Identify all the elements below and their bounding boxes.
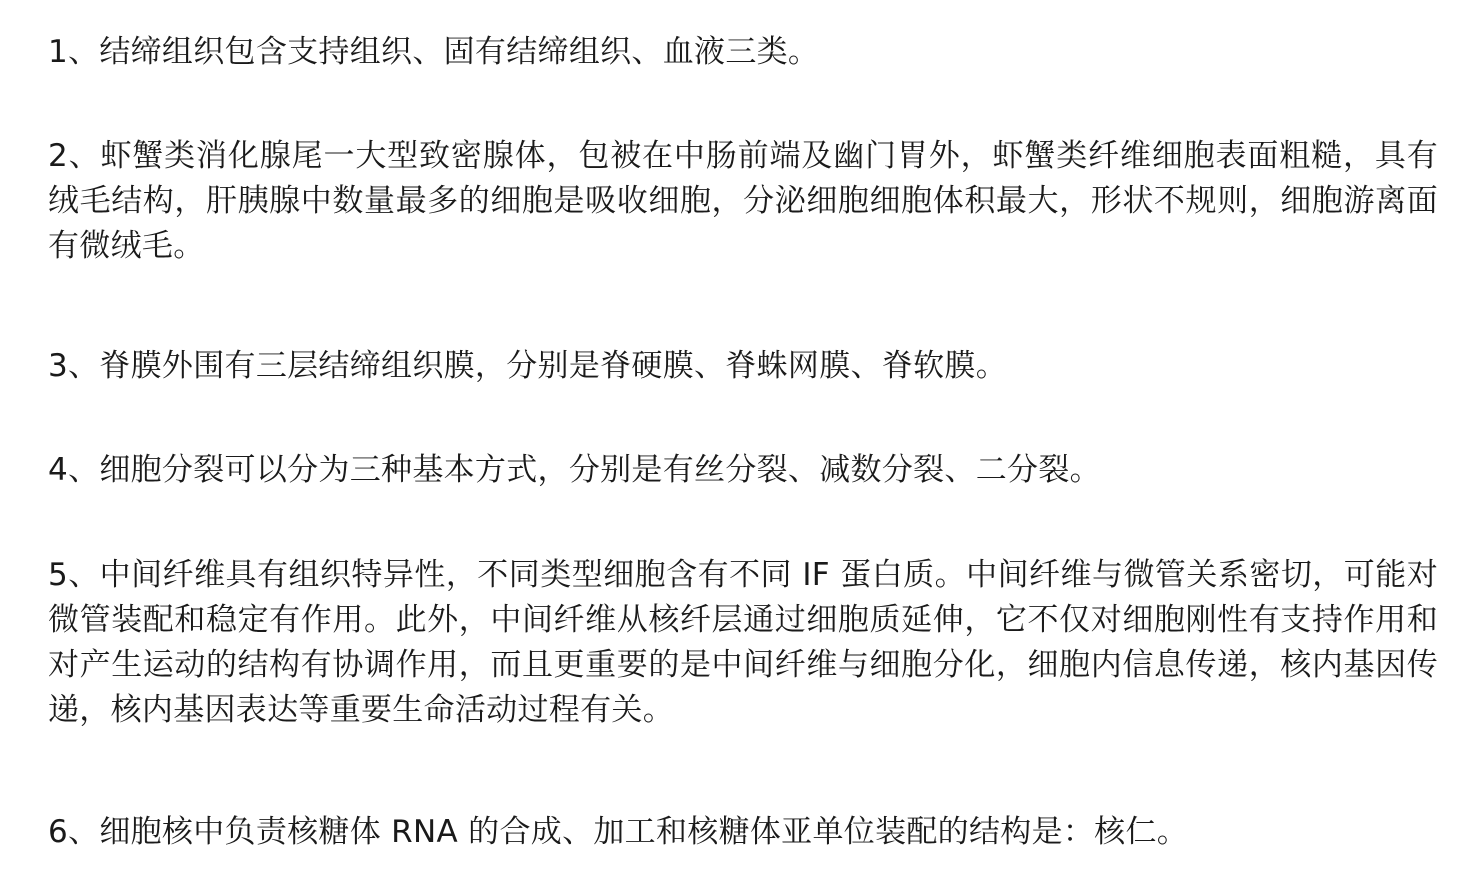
- paragraph-1: 1、结缔组织包含支持组织、固有结缔组织、血液三类。: [48, 34, 820, 70]
- paragraph-6: 6、细胞核中负责核糖体 RNA 的合成、加工和核糖体亚单位装配的结构是：核仁。: [48, 814, 1189, 850]
- paragraph-5: 5、中间纤维具有组织特异性，不同类型细胞含有不同 IF 蛋白质。中间纤维与微管关系密切，可能对微管装配和稳定有作用。此外，中间纤维从核纤层通过细胞质延伸，它不仅对细胞刚性有支持作用和对产生运动的结构有协调作用，而且更重要的是中间纤维与细胞分化，细胞内信息传递，核内基因传递，核内基因表达等重要生命活动过程有关。: [48, 557, 1438, 728]
- paragraph-2: 2、虾蟹类消化腺尾一大型致密腺体，包被在中肠前端及幽门胃外，虾蟹类纤维细胞表面粗糙，具有绒毛结构，肝胰腺中数量最多的细胞是吸收细胞，分泌细胞细胞体积最大，形状不规则，细胞游离面有微绒毛。: [48, 138, 1438, 264]
- paragraph-4: 4、细胞分裂可以分为三种基本方式，分别是有丝分裂、减数分裂、二分裂。: [48, 452, 1101, 488]
- paragraph-3: 3、脊膜外围有三层结缔组织膜，分别是脊硬膜、脊蛛网膜、脊软膜。: [48, 348, 1008, 384]
